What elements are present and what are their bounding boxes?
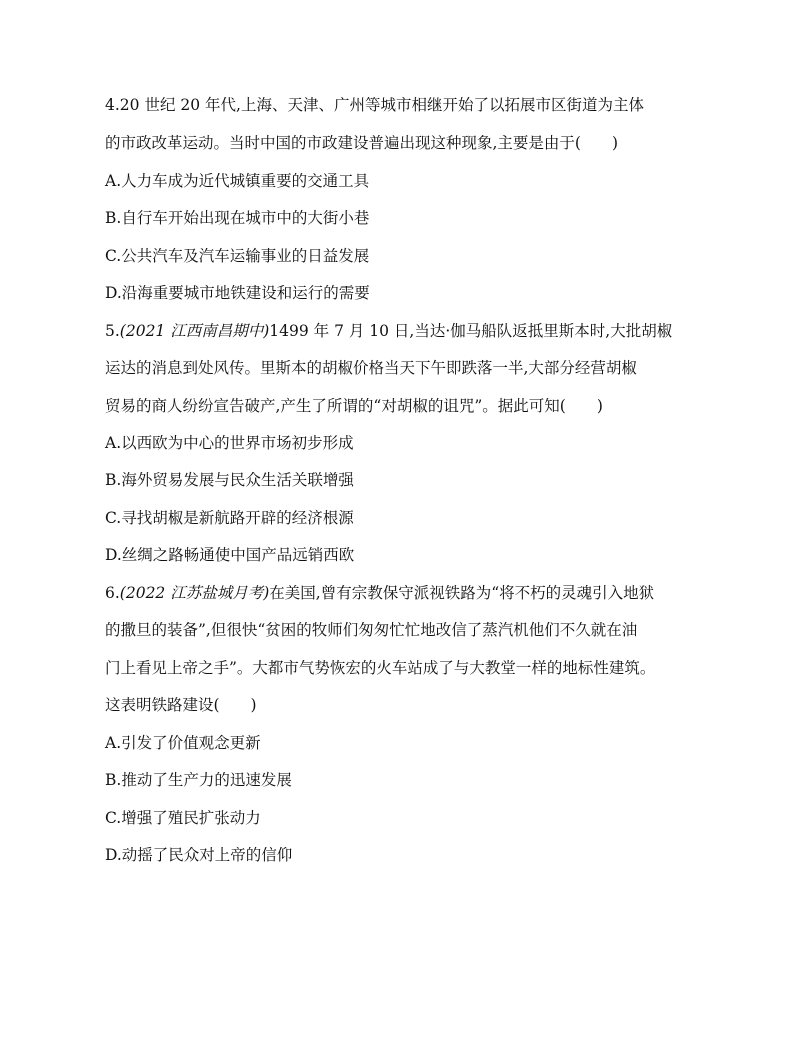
q6-stem-line-2: 的撒旦的装备”,但很快“贫困的牧师们匆匆忙忙地改信了蒸汽机他们不久就在油 [105,621,638,639]
q4-option-c: C.公共汽车及汽车运输事业的日益发展 [105,247,370,265]
q5-option-a: A.以西欧为中心的世界市场初步形成 [105,434,354,452]
q5-option-d: D.丝绸之路畅通使中国产品远销西欧 [105,546,355,564]
q4-stem-line-1: 4.20 世纪 20 年代,上海、天津、广州等城市相继开始了以拓展市区街道为主体 [105,96,644,114]
q6-stem-line-3: 门上看见上帝之手”。大都市气势恢宏的火车站成了与大教堂一样的地标性建筑。 [105,659,656,677]
q5-option-b: B.海外贸易发展与民众生活关联增强 [105,471,354,489]
q6-option-b: B.推动了生产力的迅速发展 [105,771,292,789]
q6-number: 6. [105,584,120,602]
q6-stem-line-1 [105,582,705,604]
q5-number: 5. [105,322,120,340]
q6-source: (2022 江苏盐城月考) [119,584,270,602]
q6-stem-start: 在美国,曾有宗教保守派视铁路为“将不朽的灵魂引入地狱 [269,584,655,602]
q5-stem-line-2: 运达的消息到处风传。里斯本的胡椒价格当天下午即跌落一半,大部分经营胡椒 [105,359,637,377]
q4-option-d: D.沿海重要城市地铁建设和运行的需要 [105,284,370,302]
q6-option-d: D.动摇了民众对上帝的信仰 [105,846,293,864]
q5-source: (2021 江西南昌期中) [119,322,270,340]
q4-option-b: B.自行车开始出现在城市中的大街小巷 [105,209,370,227]
q4-stem-line-2: 的市政改革运动。当时中国的市政建设普遍出现这种现象,主要是由于( ) [105,134,619,152]
q5-option-c: C.寻找胡椒是新航路开辟的经济根源 [105,509,354,527]
q6-option-c: C.增强了殖民扩张动力 [105,809,261,827]
q5-stem-line-3: 贸易的商人纷纷宣告破产,产生了所谓的“对胡椒的诅咒”。据此可知( ) [105,397,603,415]
q5-stem-start: 1499 年 7 月 10 日,当达·伽马船队返抵里斯本时,大批胡椒 [269,322,673,340]
q4-option-a: A.人力车成为近代城镇重要的交通工具 [105,172,370,190]
q6-stem-line-4: 这表明铁路建设( ) [105,696,257,714]
q6-option-a: A.引发了价值观念更新 [105,734,261,752]
q5-stem-line-1 [105,320,705,342]
